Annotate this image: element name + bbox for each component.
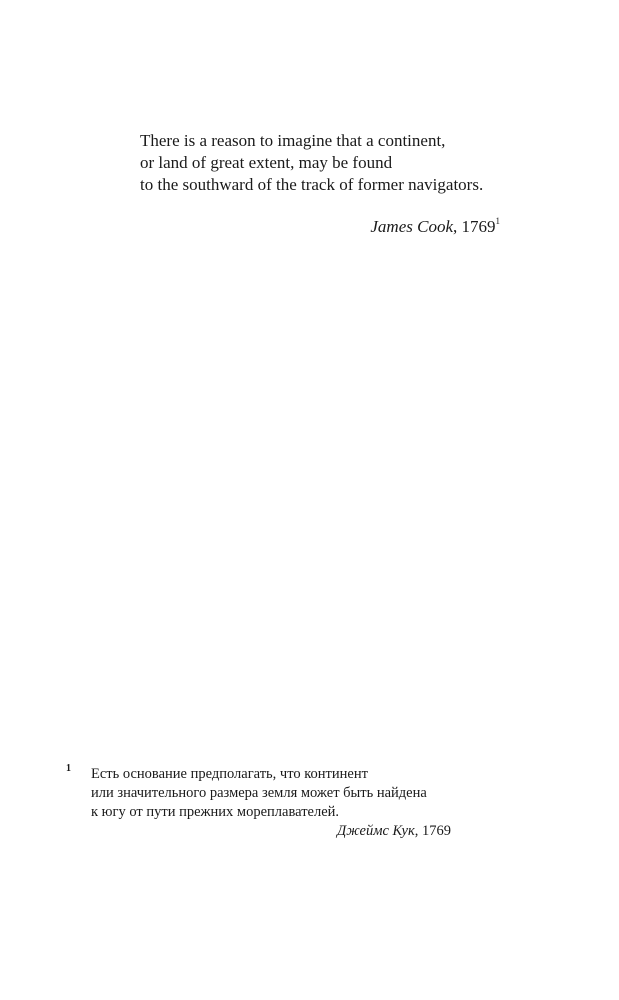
epigraph-year: 1769 xyxy=(461,217,496,236)
epigraph-line: or land of great extent, may be found xyxy=(140,153,393,172)
epigraph-line: There is a reason to imagine that a continent, xyxy=(140,131,446,150)
epigraph-line: to the southward of the track of former navigators. xyxy=(140,175,484,194)
footnote-text xyxy=(91,765,461,822)
epigraph-author: James Cook xyxy=(370,217,453,236)
footnote-reference: 1 xyxy=(495,216,500,227)
epigraph-attribution xyxy=(370,216,500,238)
footnote-line: Есть основание предполагать, что континент xyxy=(91,766,368,782)
attribution-separator: , xyxy=(453,217,462,236)
footnote-author: Джеймс Кук xyxy=(337,823,415,839)
footnote-marker: 1 xyxy=(66,763,71,774)
footnote-separator: , xyxy=(414,823,422,839)
epigraph-quote xyxy=(140,130,500,196)
footnote-line: или значительного размера земля может быть найдена xyxy=(91,785,427,801)
footnote-line: к югу от пути прежних мореплавателей. xyxy=(91,804,340,820)
footnote-attribution xyxy=(337,822,451,841)
footnote-year: 1769 xyxy=(422,823,451,839)
